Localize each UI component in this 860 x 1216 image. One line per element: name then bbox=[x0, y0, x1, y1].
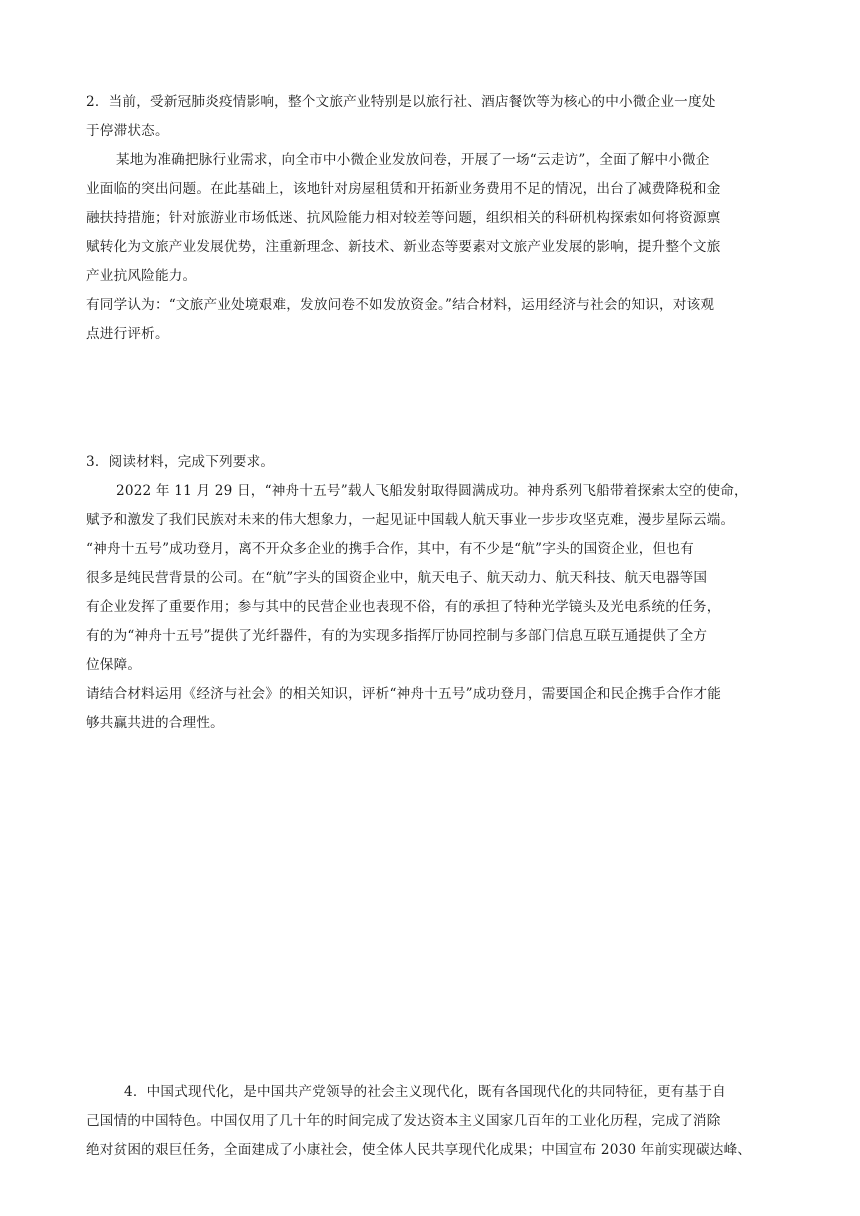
question-3-material: 2022 年 11 月 29 日，“神舟十五号”载人飞船发射取得圆满成功。神舟系列飞船带着探索太空的使命， bbox=[116, 483, 748, 499]
question-2-prompt: 有同学认为：“文旅产业处境艰难，发放问卷不如发放资金。”结合材料，运用经济与社会的知识，对该观 bbox=[86, 297, 715, 313]
question-2-material: 某地为准确把脉行业需求，向全市中小微企业发放问卷，开展了一场“云走访”，全面了解中小微企 bbox=[116, 152, 710, 168]
question-2-material-line: 赋转化为文旅产业发展优势，注重新理念、新技术、新业态等要素对文旅产业发展的影响，提升整个文旅 bbox=[86, 239, 721, 255]
question-3-prompt: 请结合材料运用《经济与社会》的相关知识，评析“神舟十五号”成功登月，需要国企和民企携手合作才能 bbox=[86, 686, 722, 702]
question-2-material-line: 业面临的突出问题。在此基础上，该地针对房屋租赁和开拓新业务费用不足的情况，出台了减费降税和金 bbox=[86, 181, 721, 197]
question-3-stem: 3．阅读材料，完成下列要求。 bbox=[86, 454, 275, 470]
question-4-stem: 4．中国式现代化，是中国共产党领导的社会主义现代化，既有各国现代化的共同特征，更有基于自 bbox=[124, 1084, 726, 1100]
question-3-prompt-cont: 够共赢共进的合理性。 bbox=[86, 715, 224, 731]
question-4-stem-line: 绝对贫困的艰巨任务，全面建成了小康社会，使全体人民共享现代化成果；中国宣布 2030 年前实现碳达峰、 bbox=[86, 1142, 752, 1158]
question-3-material-line: “神舟十五号”成功登月，离不开众多企业的携手合作，其中，有不少是“航”字头的国资企业，但也有 bbox=[86, 541, 694, 557]
question-3-material-line: 位保障。 bbox=[86, 657, 142, 673]
question-4-stem-line: 己国情的中国特色。中国仅用了几十年的时间完成了发达资本主义国家几百年的工业化历程，完成了消除 bbox=[86, 1113, 721, 1129]
question-2-prompt-cont: 点进行评析。 bbox=[86, 326, 169, 342]
question-2-material-line: 融扶持措施；针对旅游业市场低迷、抗风险能力相对较差等问题，组织相关的科研机构探索如何将资源禀 bbox=[86, 210, 721, 226]
question-3 bbox=[86, 448, 780, 738]
question-2-material-line: 产业抗风险能力。 bbox=[86, 268, 197, 284]
question-3-material-line: 赋予和激发了我们民族对未来的伟大想象力，一起见证中国载人航天事业一步步攻坚克难，漫步星际云端。 bbox=[86, 512, 735, 528]
question-3-material-line: 很多是纯民营背景的公司。在“航”字头的国资企业中，航天电子、航天动力、航天科技、航天电器等国 bbox=[86, 570, 708, 586]
question-2-stem: 2．当前，受新冠肺炎疫情影响，整个文旅产业特别是以旅行社、酒店餐饮等为核心的中小微企业一度处 bbox=[86, 94, 716, 110]
question-3-material-line: 有企业发挥了重要作用；参与其中的民营企业也表现不俗，有的承担了特种光学镜头及光电系统的任务， bbox=[86, 599, 721, 615]
question-4 bbox=[86, 1078, 780, 1165]
question-2-stem-cont: 于停滞状态。 bbox=[86, 123, 169, 139]
question-2 bbox=[86, 88, 780, 349]
question-3-material-line: 有的为“神舟十五号”提供了光纤器件，有的为实现多指挥厅协同控制与多部门信息互联互通提供了全方 bbox=[86, 628, 708, 644]
